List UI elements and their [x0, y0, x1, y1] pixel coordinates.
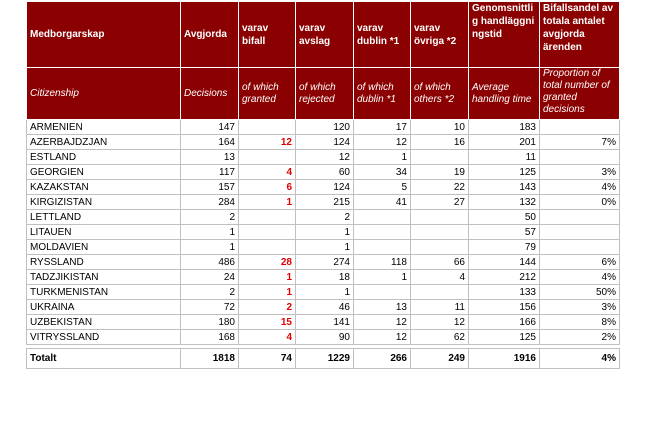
- dublin-cell: 17: [354, 120, 411, 135]
- others-cell: 11: [411, 300, 469, 315]
- country-cell: ESTLAND: [27, 150, 181, 165]
- handling-time-cell: 125: [469, 165, 540, 180]
- header-handling-time-sv: Genomsnittlig handläggningstid: [469, 2, 540, 68]
- header-decisions-en: Decisions: [181, 68, 239, 120]
- granted-cell: 6: [239, 180, 296, 195]
- decisions-cell: 72: [181, 300, 239, 315]
- handling-time-cell: 212: [469, 270, 540, 285]
- country-cell: RYSSLAND: [27, 255, 181, 270]
- dublin-cell: 5: [354, 180, 411, 195]
- table-row: [27, 270, 620, 285]
- header-citizenship-sv: Medborgarskap: [27, 2, 181, 68]
- dublin-cell: 12: [354, 135, 411, 150]
- dublin-cell: 12: [354, 315, 411, 330]
- decisions-cell: 2: [181, 285, 239, 300]
- rejected-cell: 46: [296, 300, 354, 315]
- rejected-cell: 18: [296, 270, 354, 285]
- country-cell: GEORGIEN: [27, 165, 181, 180]
- share-cell: 3%: [540, 300, 620, 315]
- header-row-english: [27, 68, 620, 120]
- dublin-cell: 41: [354, 195, 411, 210]
- granted-cell: 2: [239, 300, 296, 315]
- handling-time-cell: 133: [469, 285, 540, 300]
- granted-cell: 15: [239, 315, 296, 330]
- others-cell: [411, 240, 469, 255]
- table-row: [27, 285, 620, 300]
- country-cell: KIRGIZISTAN: [27, 195, 181, 210]
- granted-cell: 1: [239, 285, 296, 300]
- header-others-en: of which others *2: [411, 68, 469, 120]
- total-handling-time: 1916: [469, 349, 540, 369]
- granted-cell: 4: [239, 330, 296, 345]
- decisions-cell: 1: [181, 225, 239, 240]
- share-cell: [540, 150, 620, 165]
- statistics-table-container: [26, 1, 620, 369]
- share-cell: 6%: [540, 255, 620, 270]
- country-cell: KAZAKSTAN: [27, 180, 181, 195]
- share-cell: 3%: [540, 165, 620, 180]
- others-cell: 16: [411, 135, 469, 150]
- rejected-cell: 124: [296, 135, 354, 150]
- others-cell: [411, 285, 469, 300]
- handling-time-cell: 143: [469, 180, 540, 195]
- dublin-cell: 12: [354, 330, 411, 345]
- granted-cell: [239, 210, 296, 225]
- rejected-cell: 90: [296, 330, 354, 345]
- rejected-cell: 124: [296, 180, 354, 195]
- handling-time-cell: 57: [469, 225, 540, 240]
- rejected-cell: 141: [296, 315, 354, 330]
- table-row: [27, 255, 620, 270]
- table-row: [27, 180, 620, 195]
- others-cell: 27: [411, 195, 469, 210]
- dublin-cell: [354, 210, 411, 225]
- dublin-cell: 13: [354, 300, 411, 315]
- rejected-cell: 1: [296, 285, 354, 300]
- header-granted-sv: varav bifall: [239, 2, 296, 68]
- total-share: 4%: [540, 349, 620, 369]
- total-rejected: 1229: [296, 349, 354, 369]
- total-label: Totalt: [27, 349, 181, 369]
- dublin-cell: 118: [354, 255, 411, 270]
- country-cell: AZERBAJDZJAN: [27, 135, 181, 150]
- others-cell: 19: [411, 165, 469, 180]
- decisions-cell: 1: [181, 240, 239, 255]
- decisions-cell: 147: [181, 120, 239, 135]
- decisions-cell: 157: [181, 180, 239, 195]
- rejected-cell: 2: [296, 210, 354, 225]
- dublin-cell: [354, 225, 411, 240]
- header-share-en: Proportion of total number of granted decisions: [540, 68, 620, 120]
- rejected-cell: 12: [296, 150, 354, 165]
- others-cell: 10: [411, 120, 469, 135]
- share-cell: [540, 225, 620, 240]
- header-others-sv: varav övriga *2: [411, 2, 469, 68]
- decisions-cell: 117: [181, 165, 239, 180]
- header-share-sv: Bifallsandel av totala antalet avgjorda ärenden: [540, 2, 620, 68]
- others-cell: [411, 150, 469, 165]
- table-row: [27, 315, 620, 330]
- others-cell: [411, 210, 469, 225]
- header-granted-en: of which granted: [239, 68, 296, 120]
- granted-cell: [239, 150, 296, 165]
- asylum-statistics-table: [26, 1, 620, 369]
- country-cell: ARMENIEN: [27, 120, 181, 135]
- decisions-cell: 24: [181, 270, 239, 285]
- handling-time-cell: 50: [469, 210, 540, 225]
- others-cell: 12: [411, 315, 469, 330]
- decisions-cell: 486: [181, 255, 239, 270]
- country-cell: MOLDAVIEN: [27, 240, 181, 255]
- handling-time-cell: 183: [469, 120, 540, 135]
- total-others: 249: [411, 349, 469, 369]
- granted-cell: [239, 225, 296, 240]
- header-rejected-sv: varav avslag: [296, 2, 354, 68]
- header-handling-time-en: Average handling time: [469, 68, 540, 120]
- share-cell: [540, 240, 620, 255]
- handling-time-cell: 125: [469, 330, 540, 345]
- share-cell: [540, 210, 620, 225]
- others-cell: 22: [411, 180, 469, 195]
- share-cell: 2%: [540, 330, 620, 345]
- country-cell: TURKMENISTAN: [27, 285, 181, 300]
- country-cell: UZBEKISTAN: [27, 315, 181, 330]
- table-row: [27, 135, 620, 150]
- total-decisions: 1818: [181, 349, 239, 369]
- table-row: [27, 330, 620, 345]
- share-cell: 0%: [540, 195, 620, 210]
- country-cell: VITRYSSLAND: [27, 330, 181, 345]
- country-cell: TADZJIKISTAN: [27, 270, 181, 285]
- handling-time-cell: 132: [469, 195, 540, 210]
- others-cell: 4: [411, 270, 469, 285]
- share-cell: 50%: [540, 285, 620, 300]
- header-citizenship-en: Citizenship: [27, 68, 181, 120]
- rejected-cell: 1: [296, 240, 354, 255]
- granted-cell: [239, 120, 296, 135]
- decisions-cell: 164: [181, 135, 239, 150]
- granted-cell: 1: [239, 270, 296, 285]
- granted-cell: 4: [239, 165, 296, 180]
- others-cell: [411, 225, 469, 240]
- header-dublin-sv: varav dublin *1: [354, 2, 411, 68]
- rejected-cell: 215: [296, 195, 354, 210]
- dublin-cell: 34: [354, 165, 411, 180]
- decisions-cell: 168: [181, 330, 239, 345]
- country-cell: UKRAINA: [27, 300, 181, 315]
- granted-cell: 1: [239, 195, 296, 210]
- dublin-cell: [354, 240, 411, 255]
- handling-time-cell: 144: [469, 255, 540, 270]
- decisions-cell: 2: [181, 210, 239, 225]
- header-rejected-en: of which rejected: [296, 68, 354, 120]
- rejected-cell: 1: [296, 225, 354, 240]
- header-decisions-sv: Avgjorda: [181, 2, 239, 68]
- share-cell: 4%: [540, 180, 620, 195]
- rejected-cell: 120: [296, 120, 354, 135]
- decisions-cell: 284: [181, 195, 239, 210]
- handling-time-cell: 11: [469, 150, 540, 165]
- table-row: [27, 300, 620, 315]
- dublin-cell: [354, 285, 411, 300]
- handling-time-cell: 166: [469, 315, 540, 330]
- table-row: [27, 225, 620, 240]
- total-dublin: 266: [354, 349, 411, 369]
- others-cell: 66: [411, 255, 469, 270]
- share-cell: 8%: [540, 315, 620, 330]
- share-cell: 7%: [540, 135, 620, 150]
- handling-time-cell: 156: [469, 300, 540, 315]
- total-row: [27, 349, 620, 369]
- dublin-cell: 1: [354, 270, 411, 285]
- rejected-cell: 274: [296, 255, 354, 270]
- table-row: [27, 210, 620, 225]
- total-granted: 74: [239, 349, 296, 369]
- granted-cell: 28: [239, 255, 296, 270]
- dublin-cell: 1: [354, 150, 411, 165]
- table-row: [27, 195, 620, 210]
- country-cell: LITAUEN: [27, 225, 181, 240]
- header-row-swedish: [27, 2, 620, 68]
- table-row: [27, 150, 620, 165]
- granted-cell: 12: [239, 135, 296, 150]
- table-row: [27, 240, 620, 255]
- handling-time-cell: 201: [469, 135, 540, 150]
- rejected-cell: 60: [296, 165, 354, 180]
- handling-time-cell: 79: [469, 240, 540, 255]
- country-cell: LETTLAND: [27, 210, 181, 225]
- share-cell: [540, 120, 620, 135]
- granted-cell: [239, 240, 296, 255]
- decisions-cell: 180: [181, 315, 239, 330]
- header-dublin-en: of which dublin *1: [354, 68, 411, 120]
- table-row: [27, 165, 620, 180]
- decisions-cell: 13: [181, 150, 239, 165]
- others-cell: 62: [411, 330, 469, 345]
- table-row: [27, 120, 620, 135]
- share-cell: 4%: [540, 270, 620, 285]
